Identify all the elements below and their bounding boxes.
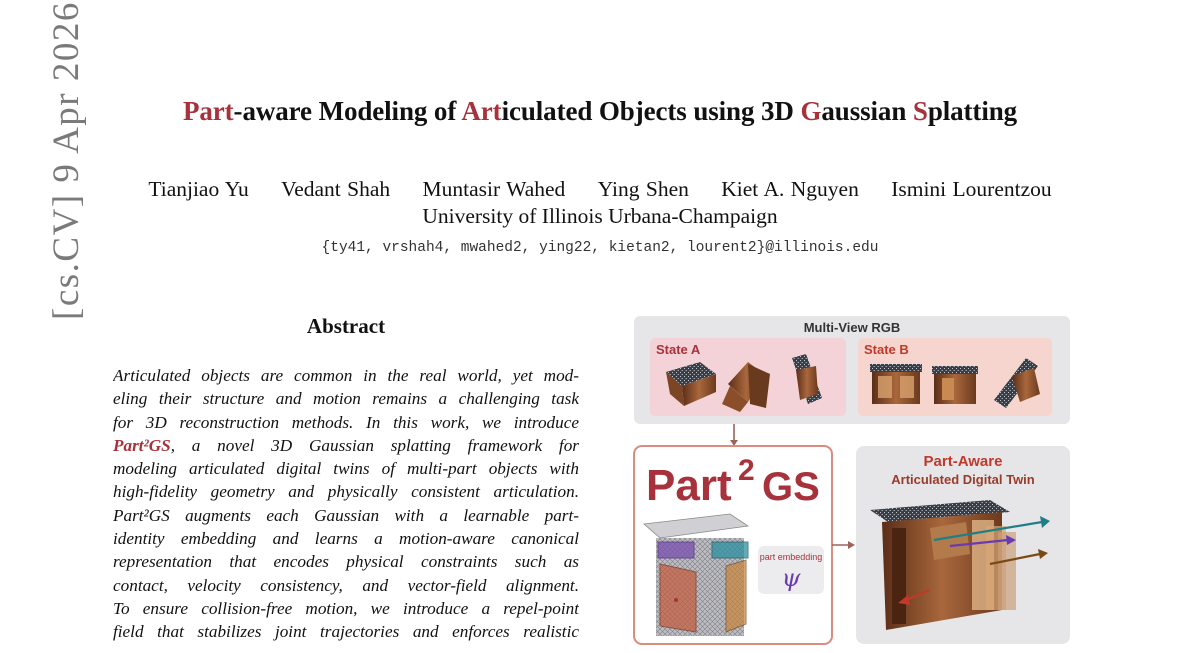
author-emails: {ty41, vrshah4, mwahed2, ying22, kietan2, lourent2}@illinois.edu (321, 240, 879, 256)
state-b-label: State B (864, 342, 909, 357)
author-name: Vedant Shah (281, 177, 391, 201)
title-part-7: S (912, 96, 928, 126)
state-b-render-2 (932, 366, 978, 404)
figure-svg (630, 314, 1075, 648)
affiliation: University of Illinois Urbana-Champaign (422, 204, 778, 228)
author-name: Tianjiao Yu (148, 177, 249, 201)
abstract-body (113, 364, 579, 644)
psi-symbol: ψ (781, 564, 801, 592)
abstract-line: representation that encodes physical constraints such as (113, 552, 579, 572)
abstract-line-rest: , a novel 3D Gaussian splatting framework for (170, 435, 579, 455)
logo-part: Part (646, 461, 732, 510)
title-part-4: iculated Objects using 3D (501, 96, 801, 126)
abstract-line: field that stabilizes joint trajectories and enforces realistic (113, 622, 579, 642)
title-part-8: platting (927, 96, 1018, 126)
part-embedding-label: part embedding (759, 552, 823, 562)
paper-title (0, 96, 1200, 127)
author-name: Ismini Lourentzou (891, 177, 1052, 201)
logo-gs: GS (762, 465, 820, 509)
digital-twin-title-1: Part-Aware (923, 453, 1003, 470)
teaser-figure (630, 314, 1075, 648)
state-a-label: State A (656, 342, 701, 357)
abstract-line: modeling articulated digital twins of multi-part objects with (113, 459, 579, 479)
digital-twin-title-2: Articulated Digital Twin (891, 472, 1035, 487)
multi-view-title: Multi-View RGB (803, 320, 901, 335)
abstract-line: for 3D reconstruction methods. In this work, we introduce (113, 412, 579, 432)
author-name: Ying Shen (597, 177, 689, 201)
state-b-render-1 (870, 364, 922, 404)
method-name: Part²GS (113, 435, 171, 455)
title-part-3: Art (461, 96, 502, 126)
title-part-2: -aware Modeling of (233, 96, 462, 126)
author-list (0, 177, 1200, 202)
title-part-1: Part (182, 96, 234, 126)
abstract-line: Part²GS augments each Gaussian with a learnable part- (113, 505, 579, 525)
title-part-6: aussian (821, 96, 913, 126)
author-name: Kiet A. Nguyen (721, 177, 859, 201)
author-name: Muntasir Wahed (422, 177, 566, 201)
abstract-line: eling their structure and motion remains a challenging task (113, 389, 579, 409)
logo-superscript: 2 (738, 454, 755, 487)
abstract-line: high-fidelity geometry and physically consistent articulation. (113, 482, 579, 502)
abstract-heading: Abstract (306, 314, 386, 338)
title-part-5: G (800, 96, 822, 126)
abstract-line (113, 434, 579, 457)
abstract-line: To ensure collision-free motion, we introduce a repel-point (113, 598, 579, 618)
arxiv-stamp: [cs.CV] 9 Apr 2026 (46, 1, 87, 320)
abstract-line: identity embedding and learns a motion-aware canonical (113, 529, 579, 549)
abstract-line: contact, velocity consistency, and vector-field alignment. (113, 575, 579, 595)
arrow-right-head (848, 541, 855, 549)
abstract-line: Articulated objects are common in the real world, yet mod- (113, 366, 579, 385)
